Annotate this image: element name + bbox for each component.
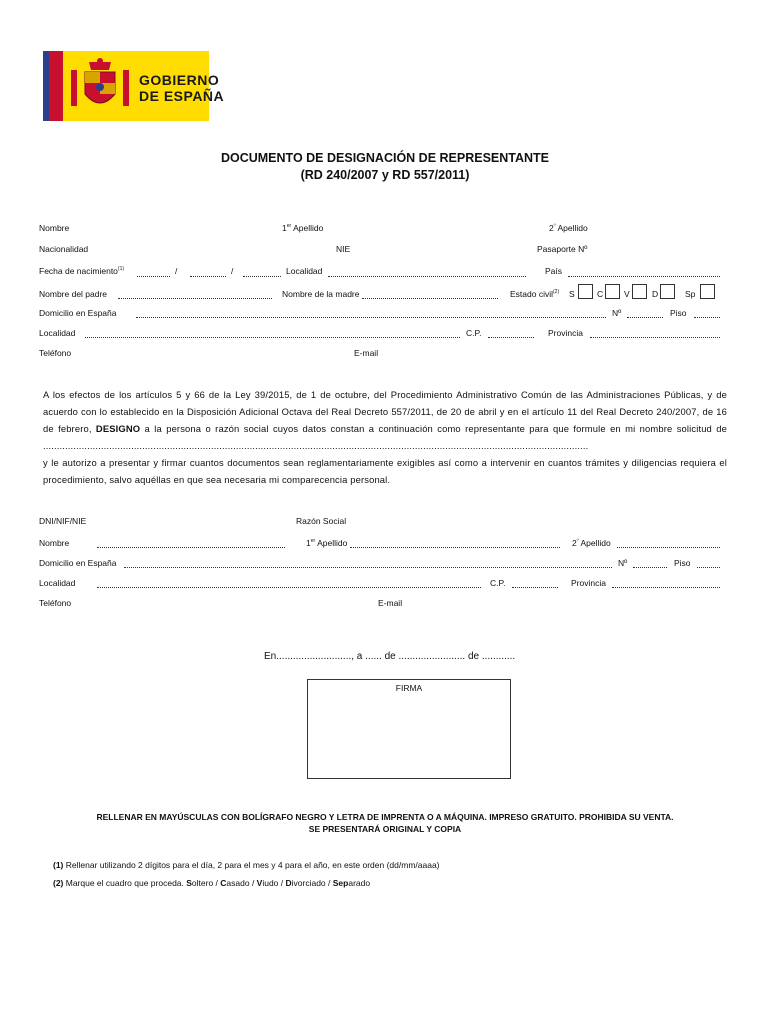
- field-rep-nombre[interactable]: [97, 547, 285, 548]
- label-email: E-mail: [354, 348, 379, 358]
- estado-c-label: C: [597, 289, 604, 299]
- label-fecha-nacimiento: Fecha de nacimiento$^{(1)}$: [39, 266, 125, 276]
- label-rep-apellido2: $2^º$ Apellido: [572, 538, 611, 548]
- checkbox-soltero[interactable]: [578, 284, 593, 299]
- checkbox-divorciado[interactable]: [660, 284, 675, 299]
- field-dia[interactable]: [137, 276, 170, 277]
- field-localidad[interactable]: [85, 337, 460, 338]
- label-madre: Nombre de la madre: [282, 289, 360, 299]
- estado-s-label: S: [569, 289, 575, 299]
- label-padre: Nombre del padre: [39, 289, 108, 299]
- field-rep-localidad[interactable]: [97, 587, 481, 588]
- notice-line1: RELLENAR EN MAYÚSCULAS CON BOLÍGRAFO NEGRO Y LETRA DE IMPRENTA O A MÁQUINA. IMPRESO GRATUITO. PROHIBIDA SU VENTA.: [96, 812, 674, 822]
- field-padre[interactable]: [118, 298, 272, 299]
- label-telefono: Teléfono: [39, 348, 72, 358]
- paragraph-part2: a la persona o razón social cuyos datos constan a continuación como representante para que formule en mi nombre solicitud de ......................................................................................................................................................................................................: [43, 423, 727, 451]
- label-rep-telefono: Teléfono: [39, 598, 72, 608]
- label-localidad: Localidad: [39, 328, 76, 338]
- field-rep-piso[interactable]: [697, 567, 720, 568]
- label-nie: NIE: [336, 244, 351, 254]
- label-rep-apellido1: 1er Apellido: [306, 538, 348, 548]
- paragraph-designo: DESIGNO: [95, 423, 141, 434]
- label-apellido1: 1er Apellido: [282, 223, 324, 233]
- label-rep-piso: Piso: [674, 558, 691, 568]
- date-slash-1: /: [175, 266, 178, 276]
- label-provincia: Provincia: [548, 328, 583, 338]
- label-rep-email: E-mail: [378, 598, 403, 608]
- label-rep-nombre: Nombre: [39, 538, 70, 548]
- estado-v-label: V: [624, 289, 630, 299]
- label-numero: Nº: [612, 308, 622, 318]
- estado-d-label: D: [652, 289, 659, 299]
- coat-of-arms-icon: [69, 56, 131, 116]
- field-rep-apellido2[interactable]: [617, 547, 720, 548]
- field-anio[interactable]: [243, 276, 281, 277]
- field-domicilio[interactable]: [136, 317, 606, 318]
- label-razon-social: Razón Social: [296, 516, 347, 526]
- field-localidad-nac[interactable]: [328, 276, 526, 277]
- document-subtitle: (RD 240/2007 y RD 557/2011): [300, 168, 470, 182]
- estado-sp-label: Sp: [685, 289, 696, 299]
- checkbox-casado[interactable]: [605, 284, 620, 299]
- document-title: DOCUMENTO DE DESIGNACIÓN DE REPRESENTANTE: [220, 151, 550, 165]
- field-numero[interactable]: [627, 317, 663, 318]
- checkbox-separado[interactable]: [700, 284, 715, 299]
- field-rep-domicilio[interactable]: [124, 567, 612, 568]
- label-nacionalidad: Nacionalidad: [39, 244, 89, 254]
- label-pasaporte: Pasaporte Nº: [537, 244, 588, 254]
- gobierno-logo: [43, 51, 225, 121]
- date-slash-2: /: [231, 266, 234, 276]
- label-rep-localidad: Localidad: [39, 578, 76, 588]
- label-rep-domicilio: Domicilio en España: [39, 558, 117, 568]
- logo-text-line2: DE ESPAÑA: [139, 88, 225, 104]
- paragraph-part3: y le autorizo a presentar y firmar cuantos documentos sean reglamentariamente exigibles así como a intervenir en cuantos trámites y diligencias requiera el procedimiento, salvo aquéllas en que sea necesaria mi comparecencia personal.: [43, 457, 727, 485]
- field-provincia[interactable]: [590, 337, 720, 338]
- label-estado-civil: Estado civil$^{(2)}$: [510, 289, 560, 299]
- footnote-1: (1) Rellenar utilizando 2 dígitos para el día, 2 para el mes y 4 para el año, en este orden (dd/mm/aaaa): [53, 860, 440, 870]
- flag-red-stripe: [49, 51, 63, 121]
- label-cp: C.P.: [466, 328, 482, 338]
- paragraph-part1: A los efectos de los artículos 5 y 66 de la Ley 39/2015, de 1 de octubre, del Procedimiento Administrativo Común de las Administraciones Públicas, y de acuerdo con lo establecido en la Disposición Adicional Octava del Real Decreto 557/2011, de 20 de abril y en el artículo 11 del Real Decreto 240/2007, de 16 de febrero,: [43, 389, 727, 434]
- label-nombre: Nombre: [39, 223, 70, 233]
- label-apellido2: $2^º$ Apellido: [549, 223, 588, 233]
- field-rep-numero[interactable]: [633, 567, 667, 568]
- field-rep-provincia[interactable]: [612, 587, 720, 588]
- signature-box[interactable]: [307, 679, 511, 779]
- field-madre[interactable]: [362, 298, 498, 299]
- field-piso[interactable]: [694, 317, 720, 318]
- label-piso: Piso: [670, 308, 687, 318]
- logo-text-line1: GOBIERNO: [139, 72, 220, 88]
- notice-line2: SE PRESENTARÁ ORIGINAL Y COPIA: [308, 824, 462, 834]
- field-rep-cp[interactable]: [512, 587, 558, 588]
- field-pais[interactable]: [568, 276, 720, 277]
- designation-paragraph: [43, 386, 727, 488]
- label-rep-cp: C.P.: [490, 578, 506, 588]
- label-dni: DNI/NIF/NIE: [39, 516, 87, 526]
- label-localidad-nac: Localidad: [286, 266, 323, 276]
- checkbox-viudo[interactable]: [632, 284, 647, 299]
- field-mes[interactable]: [190, 276, 226, 277]
- field-cp[interactable]: [488, 337, 534, 338]
- footnote-2: (2) Marque el cuadro que proceda. Soltero / Casado / Viudo / Divorciado / Separado: [53, 878, 371, 888]
- label-domicilio: Domicilio en España: [39, 308, 117, 318]
- field-rep-apellido1[interactable]: [350, 547, 560, 548]
- label-rep-provincia: Provincia: [571, 578, 606, 588]
- label-pais: País: [545, 266, 563, 276]
- firma-label: FIRMA: [395, 683, 423, 693]
- place-date-line: En..........................., a ...... de ........................ de ............: [264, 651, 516, 662]
- label-rep-numero: Nº: [618, 558, 628, 568]
